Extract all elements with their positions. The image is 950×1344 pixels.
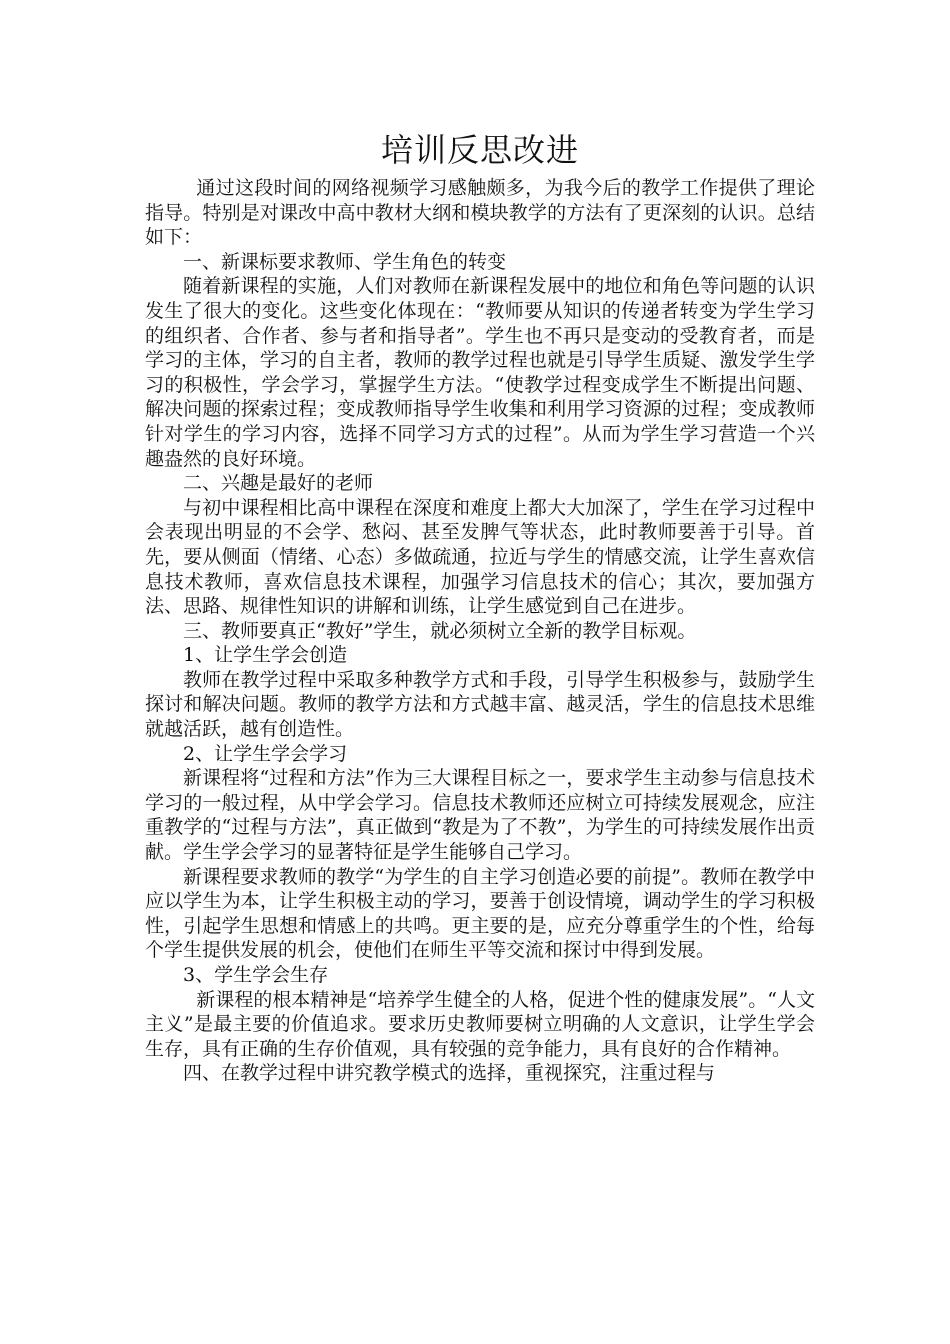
document-blocks bbox=[145, 176, 815, 1086]
body-paragraph: 随着新课程的实施，人们对教师在新课程发展中的地位和角色等问题的认识发生了很大的变化。这些变化体现在：“教师要从知识的传递者转变为学生学习的组织者、合作者、参与者和指导者”。学生也不再只是变动的受教育者，而是学习的主体，学习的自主者，教师的教学过程也就是引导学生质疑、激发学生学习的积极性，学会学习，掌握学生方法。“使教学过程变成学生不断提出问题、解决问题的探索过程；变成教师指导学生收集和利用学习资源的过程；变成教师针对学生的学习内容，选择不同学习方式的过程”。从而为学生学习营造一个兴趣盎然的良好环境。 bbox=[145, 275, 815, 470]
section-heading: 四、在教学过程中讲究教学模式的选择，重视探究，注重过程与 bbox=[183, 1062, 716, 1085]
section-heading: 2、让学生学会学习 bbox=[183, 742, 348, 765]
section-heading: 三、教师要真正“教好”学生，就必须树立全新的教学目标观。 bbox=[183, 619, 697, 642]
document-body bbox=[145, 128, 815, 1086]
body-paragraph: 新课程将“过程和方法”作为三大课程目标之一，要求学生主动参与信息技术学习的一般过程，从中学会学习。信息技术教师还应树立可持续发展观念，应注重教学的“过程与方法”，真正做到“教是为了不教”，为学生的可持续发展作出贡献。学生学会学习的显著特征是学生能够自己学习。 bbox=[145, 767, 815, 864]
body-paragraph: 与初中课程相比高中课程在深度和难度上都大大加深了，学生在学习过程中会表现出明显的不会学、愁闷、甚至发脾气等状态，此时教师要善于引导。首先，要从侧面（情绪、心态）多做疏通，拉近与学生的情感交流，让学生喜欢信息技术教师，喜欢信息技术课程，加强学习信息技术的信心；其次，要加强方法、思路、规律性知识的讲解和训练，让学生感觉到自己在进步。 bbox=[145, 496, 815, 618]
section-heading: 3、学生学会生存 bbox=[183, 964, 329, 986]
section-heading: 二、兴趣是最好的老师 bbox=[183, 472, 374, 495]
body-paragraph: 新课程的根本精神是“培养学生健全的人格，促进个性的健康发展”。“人文主义”是最主要的价值追求。要求历史教师要树立明确的人文意识，让学生学会生存，具有正确的生存价值观，具有较强的竞争能力，具有良好的合作精神。 bbox=[145, 988, 815, 1060]
document-title: 培训反思改进 bbox=[380, 131, 579, 169]
body-paragraph: 教师在教学过程中采取多种教学方式和手段，引导学生积极参与，鼓励学生探讨和解决问题。教师的教学方法和方式越丰富、越灵活，学生的信息技术思维就越活跃，越有创造性。 bbox=[145, 668, 815, 741]
section-heading: 一、新课标要求教师、学生角色的转变 bbox=[183, 250, 507, 273]
section-heading: 1、让学生学会创造 bbox=[183, 644, 348, 667]
body-paragraph: 新课程要求教师的教学“为学生的自主学习创造必要的前提”。教师在教学中应以学生为本，让学生积极主动的学习，要善于创设情境，调动学生的学习积极性，引起学生思想和情感上的共鸣。更主要的是，应充分尊重学生的个性，给每个学生提供发展的机会，使他们在师生平等交流和探讨中得到发展。 bbox=[145, 865, 815, 962]
body-paragraph: 通过这段时间的网络视频学习感触颇多，为我今后的教学工作提供了理论指导。特别是对课改中高中教材大纲和模块教学的方法有了更深刻的认识。总结如下： bbox=[145, 177, 815, 249]
